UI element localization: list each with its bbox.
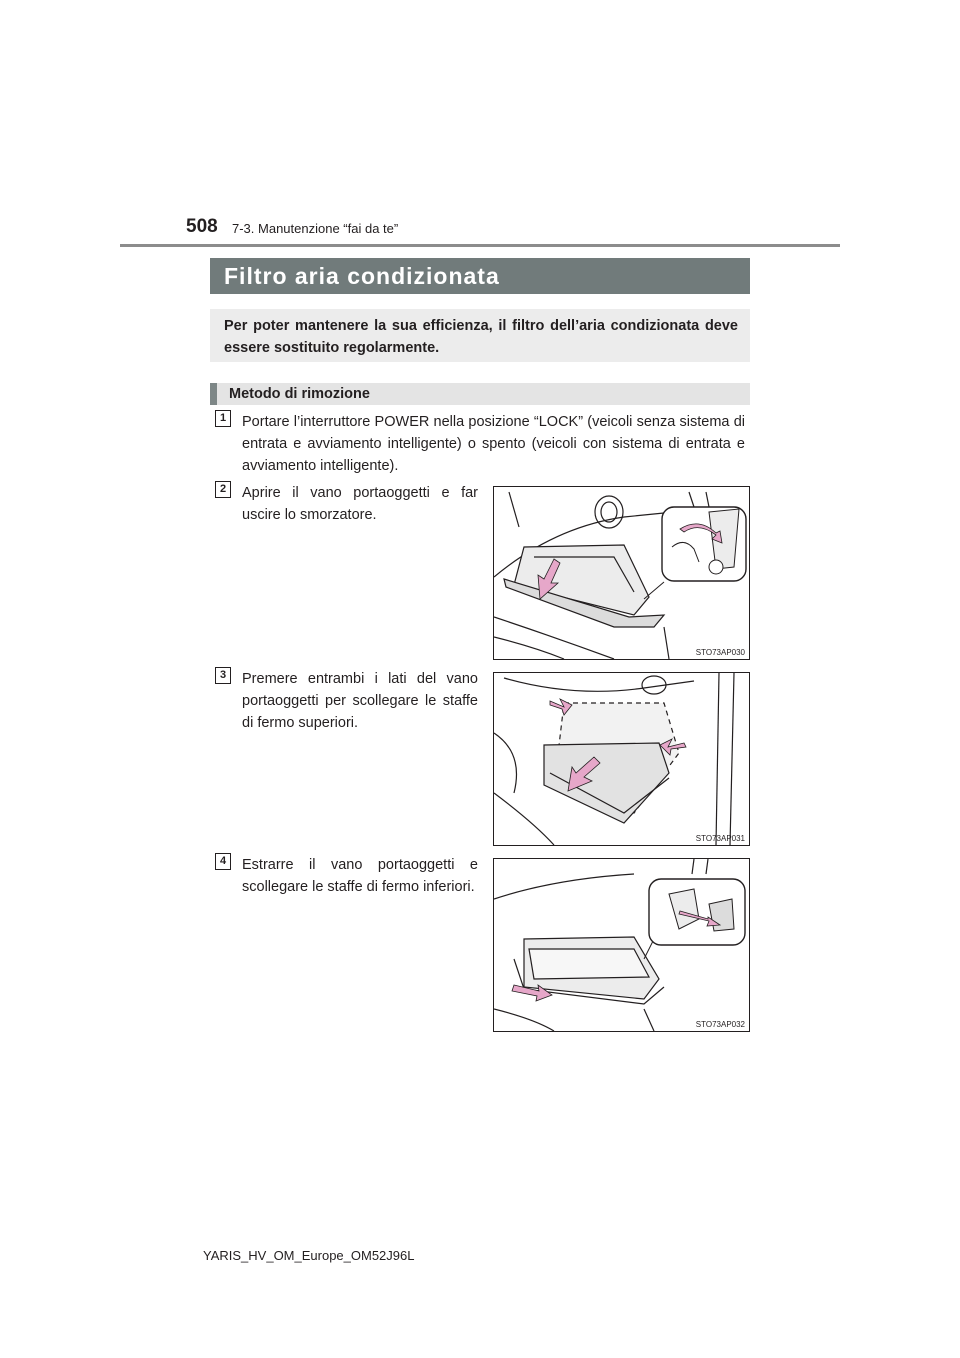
header-divider (120, 244, 840, 247)
footer-doc-id: YARIS_HV_OM_Europe_OM52J96L (203, 1248, 415, 1263)
illustration-step-4 (493, 858, 750, 1032)
illustration-step-2 (493, 486, 750, 660)
step-text-3: Premere entrambi i lati del vano portaoggetti per scollegare le staffe di fermo superiori. (242, 671, 478, 731)
image-code: STO73AP032 (695, 1020, 745, 1029)
step-text-1: Portare l’interruttore POWER nella posizione “LOCK” (veicoli senza sistema di entrata e avviamento intelligente) o spento (veicoli con sistema di entrata e avviamento intelligente). (242, 414, 745, 474)
glove-box-open-drawing (494, 487, 749, 659)
step-number-3: 3 (215, 667, 231, 684)
glove-box-press-sides-drawing (494, 673, 749, 845)
detail-inset (662, 507, 746, 581)
intro-text: Per poter mantenere la sua efficienza, il filtro dell’aria condizionata deve essere sostituito regolarmente. (210, 309, 750, 362)
step-number-1: 1 (215, 410, 231, 427)
step-text-2: Aprire il vano portaoggetti e far uscire lo smorzatore. (242, 485, 478, 523)
image-code: STO73AP031 (695, 834, 745, 843)
page-number: 508 (186, 216, 218, 237)
step-number-2: 2 (215, 481, 231, 498)
subheading: Metodo di rimozione (210, 383, 750, 405)
glove-box-remove-drawing (494, 859, 749, 1031)
step-text-4: Estrarre il vano portaoggetti e scollegare le staffe di fermo inferiori. (242, 857, 478, 895)
image-code: STO73AP030 (695, 648, 745, 657)
page-title: Filtro aria condizionata (210, 258, 750, 294)
detail-inset (649, 879, 745, 945)
illustration-step-3 (493, 672, 750, 846)
section-header: 7-3. Manutenzione “fai da te” (232, 221, 399, 236)
step-number-4: 4 (215, 853, 231, 870)
